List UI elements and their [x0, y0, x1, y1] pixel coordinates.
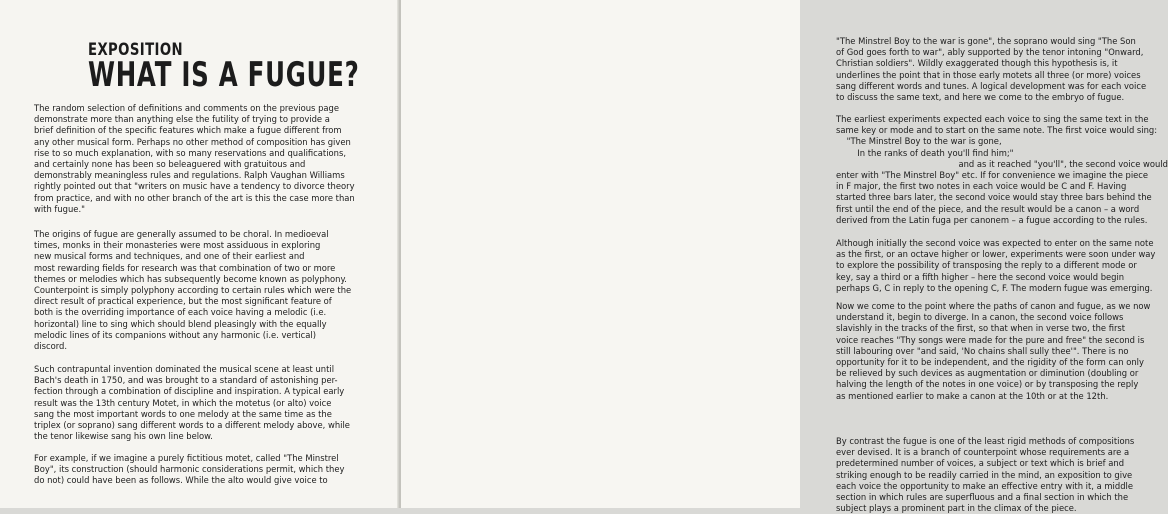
paragraph-example: For example, if we imagine a purely fictitious motet, called "The Minstrel Boy", its construction (should harmonic considerations permit, which they do not) could have been as follows. While the alto would give voice to [34, 453, 345, 486]
paragraph-canon-vs-fugue: Now we come to the point where the paths of canon and fugue, as we now understand it, begin to diverge. In a canon, the second voice follows slavishly in the tracks of the first, so that when in verse two, the first voice reaches "Thy songs were made for the pure and free" the second is still labouring over "and said, 'No chains shall sully thee'". There is no opportunity for it to be independent, and the rigidity of the form can only be relieved by such devices as augmentation or diminution (doubling or halving the length of the notes in one voice) or by transposing the reply as mentioned earlier to make a canon at the 10th or at the 12th. [836, 301, 1151, 401]
section-kicker: EXPOSITION [88, 40, 184, 60]
paragraph-definitions: The random selection of definitions and comments on the previous page demonstrate more than anything else the futility of trying to provide a brief definition of the specific features which make a fugue different from any other musical form. Perhaps no other method of composition has given rise to so much explanation, with so many reservations and qualifications, and certainly none has been so beleaguered with gratuitous and demonstrably meaningless rules and regulations. Ralph Vaughan Williams rightly pointed out that "writers on music have a tendency to divorce theory from practice, and with no other branch of the art is this the case more than with fugue." [34, 103, 355, 214]
paragraph-fugue-definition: By contrast the fugue is one of the least rigid methods of compositions ever devised. It is a branch of counterpoint whose requirements are a predetermined number of voices, a subject or text which is brief and striking enough to be readily carried in the mind, an exposition to give each voice the opportunity to make an effective entry with it, a middle section in which rules are superfluous and a final section in which the subject plays a prominent part in the climax of the piece. [836, 436, 1135, 514]
paragraph-transposing: Although initially the second voice was expected to enter on the same note as the first, or an octave higher or lower, experiments were soon under way to explore the possibility of transposing the reply to a different mode or key, say a third or a fifth higher – here the second voice would begin perhaps G, C in reply to the opening C, F. The modern fugue was emerging. [836, 238, 1156, 293]
paragraph-contrapuntal: Such contrapuntal invention dominated the musical scene at least until Bach's death in 1750, and was brought to a standard of astonishing per- fection through a combination of discipline and inspiration. A typical early result was the 13th century Motet, in which the motetus (or alto) voice sang the most important words to one melody at the same time as the triplex (or soprano) sang different words to a different melody above, while the tenor likewise sang his own line below. [34, 364, 350, 442]
right-page [401, 0, 1168, 514]
left-page [0, 0, 399, 508]
paragraph-origins: The origins of fugue are generally assumed to be choral. In medioeval times, monks in their monasteries were most assiduous in exploring new musical forms and techniques, and one of their earliest and most rewarding fields for research was that combination of two or more themes or melodies which has subsequently become known as polyphony. Counterpoint is simply polyphony according to certain rules which were the direct result of practical experience, but the most significant feature of both is the overriding importance of each voice having a melodic (i.e. horizontal) line to sing which should blend pleasingly with the equally melodic lines of its companions without any harmonic (i.e. vertical) discord. [34, 229, 352, 352]
paragraph-minstrel-boy: "The Minstrel Boy to the war is gone", the soprano would sing "The Son of God goes forth to war", ably supported by the tenor intoning "Onward, Christian soldiers". Wildly exaggerated though this hypothesis is, it underlines the point that in those early motets all three (or more) voices sang different words and tunes. A logical development was for each voice to discuss the same text, and here we come to the embryo of fugue. [836, 36, 1147, 103]
paragraph-earliest-experiments: The earliest experiments expected each voice to sing the same text in the same key or mode and to start on the same note. The first voice would sing: "The Minstrel Boy to the war is gone, In the ranks of death you'll find him;" and as it reached "you'll", the second voice would enter with "The Minstrel Boy" etc. If for convenience we imagine the piece in F major, the first two notes in each voice would be C and F. Having started three bars later, the second voice would stay three bars behind the first until the end of the piece, and the result would be a canon – a word derived from the Latin fuga per canonem – a fugue according to the rules. [836, 114, 1168, 225]
page-title: WHAT IS A FUGUE? [88, 55, 360, 95]
